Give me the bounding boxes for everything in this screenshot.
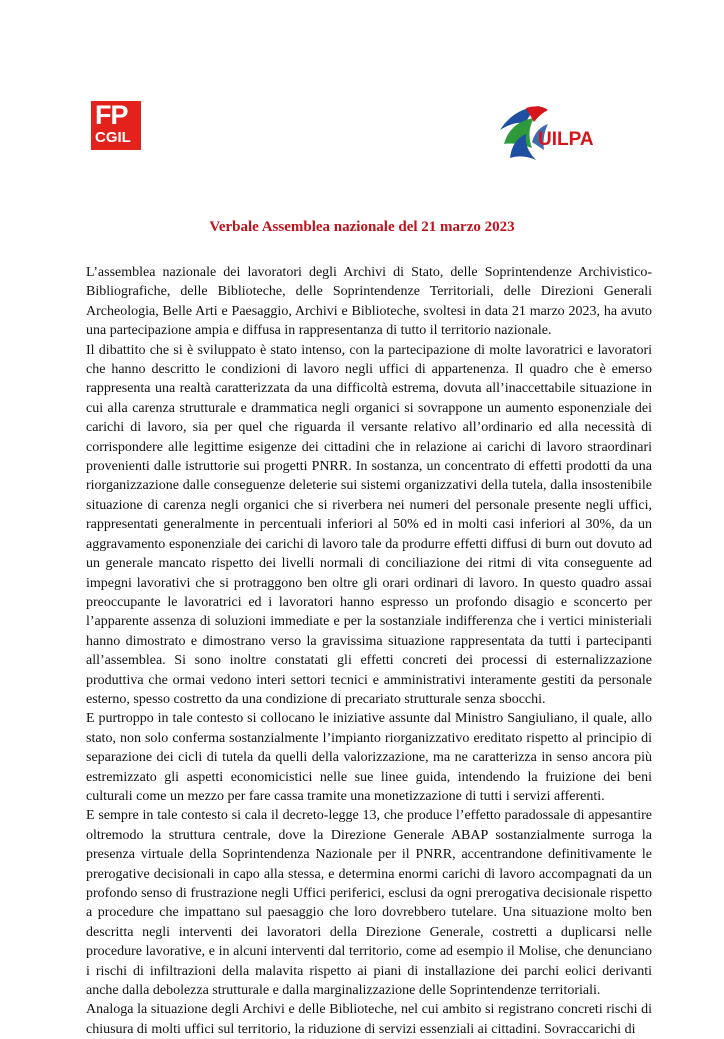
uilpa-logo: [496, 100, 606, 170]
paragraph: L’assemblea nazionale dei lavoratori degli Archivi di Stato, delle Soprintendenze Archivistico-Bibliografiche, delle Biblioteche, delle Soprintendenze Territoriali, delle Direzioni Generali Archeologia, Belle Arti e Paesaggio, Archivi e Biblioteche, svoltesi in data 21 marzo 2023, ha avuto una partecipazione ampia e diffusa in rappresentanza di tutto il territorio nazionale.: [86, 265, 652, 339]
fp-cgil-logo-cgil: CGIL: [95, 129, 131, 146]
document-body: [86, 263, 652, 1039]
fp-cgil-logo: [91, 101, 141, 150]
fp-cgil-logo-fp: FP: [95, 100, 128, 130]
document-title: Verbale Assemblea nazionale del 21 marzo 2023: [209, 219, 515, 235]
uilpa-logo-text: UILPA: [538, 129, 594, 150]
paragraph: E purtroppo in tale contesto si collocano le iniziative assunte dal Ministro Sangiuliano, il quale, allo stato, non solo conferma sostanzialmente l’impianto riorganizzativo ereditato rispetto al principio di separazione dei cicli di tutela da quelli della valorizzazione, ma ne caratterizza in senso ancora più estremizzato gli aspetti economicistici nelle sue linee guida, intendendo la fruizione dei beni culturali come un mezzo per fare cassa tramite una monetizzazione di tutti i servizi afferenti.: [86, 711, 652, 804]
paragraph: E sempre in tale contesto si cala il decreto-legge 13, che produce l’effetto paradossale di appesantire oltremodo la struttura centrale, dove la Direzione Generale ABAP sostanzialmente surroga la presenza virtuale della Soprintendenza Nazionale per il PNRR, accentrandone definitivamente le prerogative decisionali in capo alla stessa, e determina enormi carichi di lavoro accompagnati da un profondo senso di frustrazione negli Uffici periferici, esclusi da ogni prerogativa decisionale rispetto a procedure che impattano sul paesaggio che loro dovrebbero tutelare. Una situazione molto ben descritta negli interventi dei lavoratori della Direzione Generale, costretti a duplicarsi nelle procedure lavorative, e in alcuni interventi dal territorio, come ad esempio il Molise, che denunciano i rischi di infiltrazioni della malavita rispetto ai piani di installazione dei parchi eolici derivanti anche dalla debolezza strutturale e dalla marginalizzazione delle Soprintendenze territoriali.: [86, 808, 652, 999]
paragraph: Analoga la situazione degli Archivi e delle Biblioteche, nel cui ambito si registrano concreti rischi di chiusura di molti uffici sul territorio, la riduzione di servizi essenziali ai cittadini. Sovraccarichi di: [86, 1002, 652, 1037]
paragraph: Il dibattito che si è sviluppato è stato intenso, con la partecipazione di molte lavoratrici e lavoratori che hanno descritto le condizioni di lavoro negli uffici di appartenenza. Il quadro che è emerso rappresenta una realtà caratterizzata da una difficoltà estrema, dovuta all’inaccettabile situazione in cui alla carenza strutturale e drammatica negli organici si sovrappone un aumento esponenziale dei carichi di lavoro, sia per quel che riguarda il versante relativo all’ordinario ed alla necessità di corrispondere alle legittime esigenze dei cittadini che in relazione ai carichi di lavoro straordinari provenienti dalle istruttorie sui progetti PNRR. In sostanza, un concentrato di effetti prodotti da una riorganizzazione dalle conseguenze deleterie sui sistemi organizzativi della tutela, dalla insostenibile situazione di carenza negli organici che si riverbera nei numeri del personale presente negli uffici, rappresentati generalmente in percentuali inferiori al 50% ed in molti casi inferiori al 30%, da un aggravamento esponenziale dei carichi di lavoro tale da produrre effetti diffusi di burn out dovuto ad un generale mancato rispetto dei livelli normali di conciliazione dei ritmi di vita conseguente ad impegni lavorativi che si protraggono ben oltre gli orari ordinari di lavoro. In questo quadro assai preoccupante le lavoratrici ed i lavoratori hanno espresso un profondo disagio e sconcerto per l’apparente assenza di soluzioni immediate e per la sostanziale indifferenza che i vertici ministeriali hanno dimostrato e dimostrano verso la gravissima situazione rappresentata da tutti i partecipanti all’assemblea. Si sono inoltre constatati gli effetti concreti dei processi di esternalizzazione produttiva che ormai vedono interi settori tecnici e amministrativi interamente gestiti da personale esterno, spesso costretto da una condizione di precariato strutturale senza sbocchi.: [86, 342, 652, 707]
